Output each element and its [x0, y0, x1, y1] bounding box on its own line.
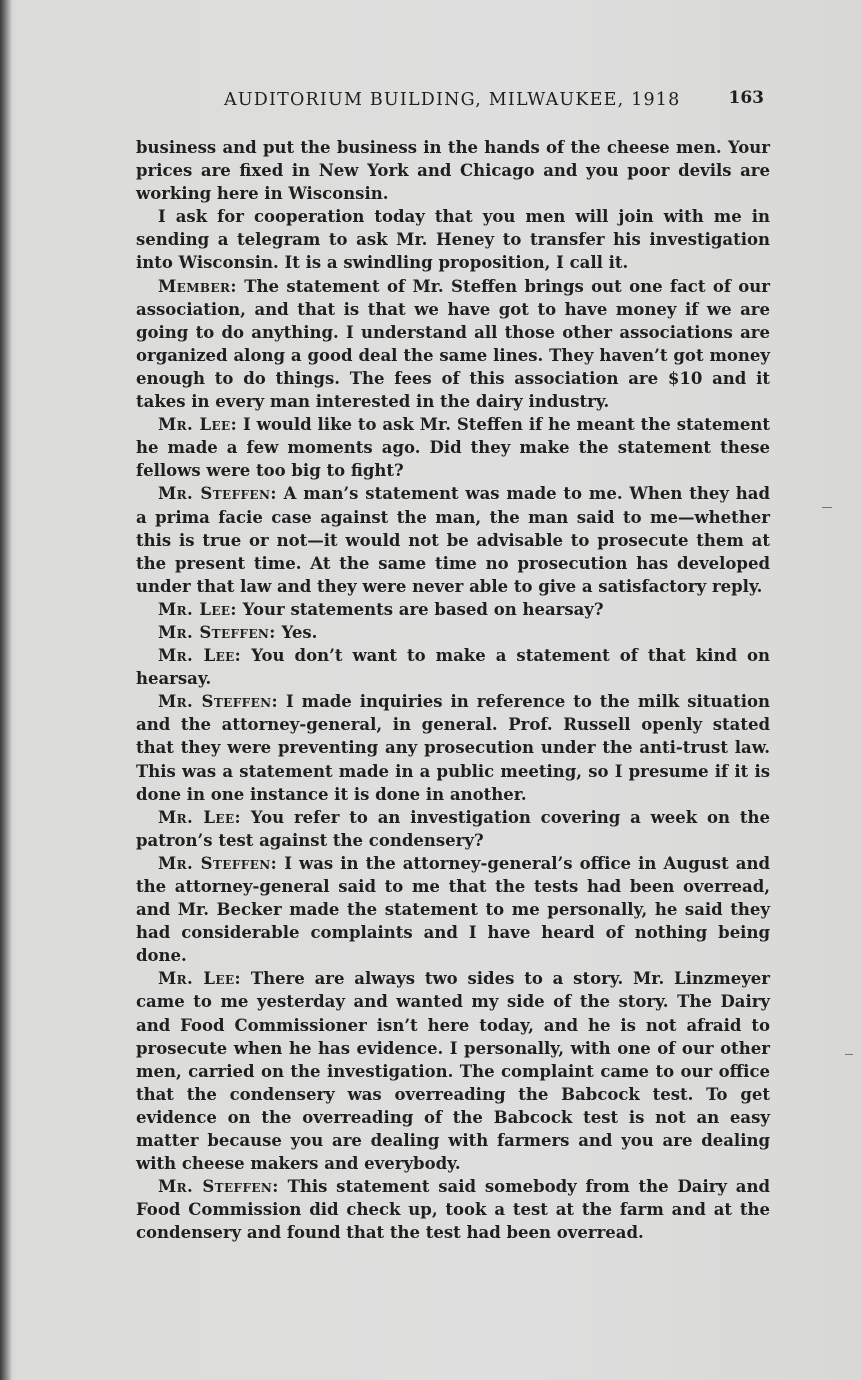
- paragraph: [136, 967, 770, 1175]
- paragraph: [136, 621, 770, 644]
- paragraph-speaker: Mr. Lee:: [158, 599, 237, 619]
- paragraph-text: A man’s statement was made to me. When they had a prima facie case against the man, the man said to me—whether this is true or not—it would not be advisable to prosecute them at the present time. At the same time no prosecution has developed under that law and they were never able to give a satisfactory reply.: [136, 484, 770, 596]
- paragraph-text: This statement said somebody from the Dairy and Food Commission did check up, took a test at the farm and at the condensery and found that the test had been overread.: [136, 1177, 770, 1243]
- paragraph-text: I made inquiries in reference to the milk situation and the attorney-general, in general. Prof. Russell openly stated that they were preventing any prosecution under the anti-trust law. This was a statement made in a public meeting, so I presume if it is done in one instance it is done in another.: [136, 692, 770, 804]
- paragraph-speaker: Mr. Lee:: [158, 415, 238, 435]
- paragraph-text: Yes.: [275, 622, 318, 642]
- running-head: AUDITORIUM BUILDING, MILWAUKEE, 1918: [224, 90, 681, 110]
- paragraph: [136, 690, 770, 805]
- paragraph-speaker: Mr. Steffen:: [158, 622, 276, 642]
- paragraph-speaker: Mr. Steffen:: [158, 1177, 279, 1197]
- paragraph: [136, 1175, 770, 1244]
- page-header: [224, 88, 769, 118]
- paragraph-speaker: Mr. Lee:: [158, 646, 242, 666]
- paragraph: [136, 598, 770, 621]
- scan-mark: [845, 1054, 853, 1055]
- paragraph: [136, 136, 770, 205]
- paragraph: [136, 806, 770, 852]
- paragraph-speaker: Mr. Steffen:: [158, 484, 277, 504]
- paragraph-speaker: Member:: [158, 276, 237, 296]
- paragraph-text: You refer to an investigation covering a week on the patron’s test against the condensery?: [136, 807, 770, 850]
- paragraph: [136, 482, 770, 597]
- paragraph-text: I was in the attorney-general’s office in August and the attorney-general said to me that the tests had been overread, and Mr. Becker made the statement to me personally, he said they had considerable complaints and I have heard of nothing being done.: [136, 853, 770, 966]
- body-text: [136, 136, 770, 1245]
- paragraph: [136, 205, 770, 274]
- page-number: 163: [728, 88, 764, 108]
- paragraph: [136, 644, 770, 690]
- paragraph-text: business and put the business in the hands of the cheese men. Your prices are fixed in New York and Chicago and you poor devils are working here in Wisconsin.: [136, 138, 770, 204]
- paragraph-speaker: Mr. Lee:: [158, 807, 241, 827]
- paragraph-text: You don’t want to make a statement of that kind on hearsay.: [136, 646, 770, 689]
- scan-mark: [822, 507, 832, 508]
- paragraph-text: There are always two sides to a story. Mr. Linzmeyer came to me yesterday and wanted my side of the story. The Dairy and Food Commissioner isn’t here today, and he is not afraid to prosecute when he has evidence. I personally, with one of our other men, carried on the investigation. The complaint came to our office that the condensery was overreading the Babcock test. To get evidence on the overreading of the Babcock test is not an easy matter because you are dealing with farmers and you are dealing with cheese makers and everybody.: [136, 969, 770, 1174]
- paragraph-text: Your statements are based on hearsay?: [236, 599, 604, 619]
- paragraph-text: The statement of Mr. Steffen brings out one fact of our association, and that is that we have got to have money if we are going to do anything. I understand all those other associations are organized along a good deal the same lines. They haven’t got money enough to do things. The fees of this association are $10 and it takes in every man interested in the dairy industry.: [136, 276, 770, 412]
- paragraph-speaker: Mr. Lee:: [158, 969, 241, 989]
- paragraph-speaker: Mr. Steffen:: [158, 692, 278, 712]
- book-spine-shadow: [0, 0, 12, 1380]
- paragraph: [136, 852, 770, 967]
- paragraph: [136, 275, 770, 414]
- paragraph-speaker: Mr. Steffen:: [158, 853, 278, 873]
- paragraph: [136, 413, 770, 482]
- paragraph-text: I would like to ask Mr. Steffen if he meant the statement he made a few moments ago. Did they make the statement these fellows were too big to fight?: [136, 415, 770, 481]
- paragraph-text: I ask for cooperation today that you men will join with me in sending a telegram to ask Mr. Heney to transfer his investigation into Wisconsin. It is a swindling proposition, I call it.: [136, 207, 770, 273]
